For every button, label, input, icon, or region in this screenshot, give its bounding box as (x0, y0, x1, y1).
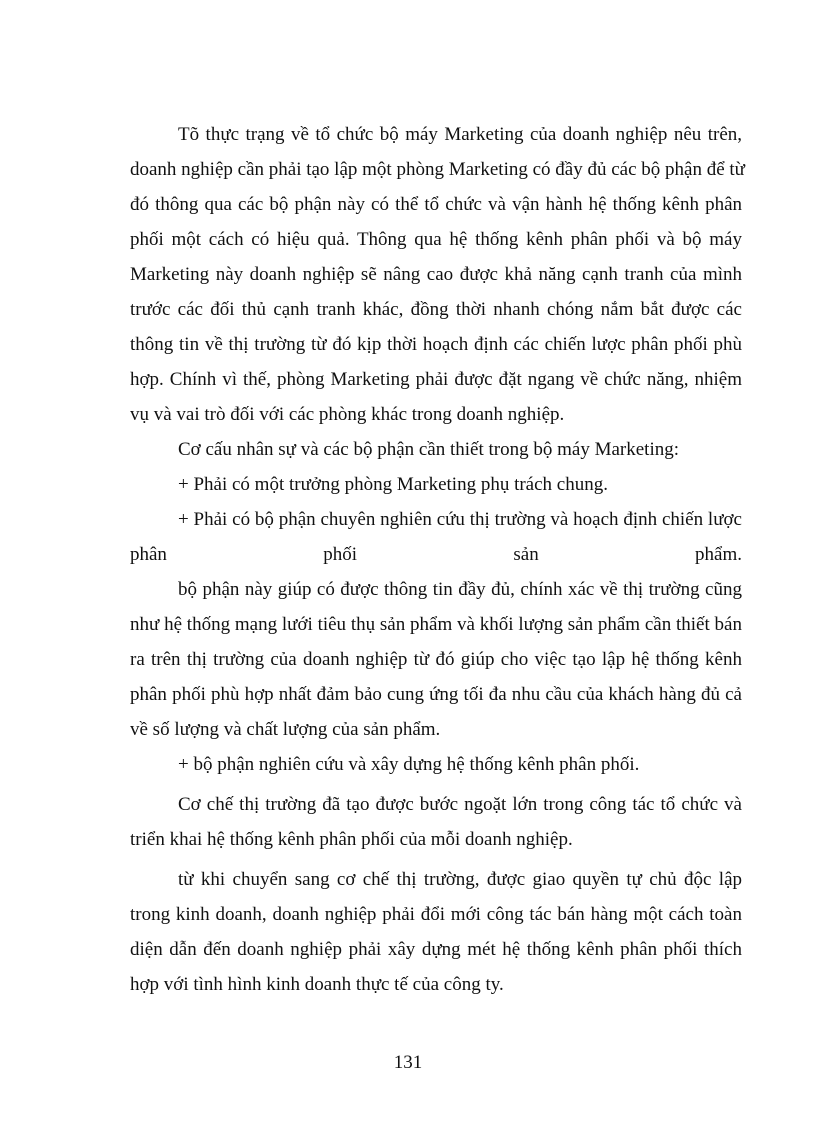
page-number: 131 (393, 1052, 423, 1073)
paragraph-8-line-4: hợp với tình hình kinh doanh thực tế của công ty. (130, 974, 504, 995)
paragraph-1-line-7: thông tin về thị trường từ đó kịp thời hoạch định các chiến lược phân phối phù (130, 334, 742, 355)
paragraph-1-line-8: hợp. Chính vì thế, phòng Marketing phải được đặt ngang về chức năng, nhiệm (130, 369, 742, 390)
paragraph-3-line-1: + Phải có một trưởng phòng Marketing phụ trách chung. (178, 474, 608, 495)
paragraph-7-line-2: triển khai hệ thống kênh phân phối của mỗi doanh nghiệp. (130, 829, 573, 850)
paragraph-2-line-1: Cơ cấu nhân sự và các bộ phận cần thiết trong bộ máy Marketing: (178, 439, 680, 460)
paragraph-6-line-1: + bộ phận nghiên cứu và xây dựng hệ thống kênh phân phối. (178, 754, 640, 775)
paragraph-1-line-4: phối một cách có hiệu quả. Thông qua hệ thống kênh phân phối và bộ máy (130, 229, 742, 250)
paragraph-5-line-4: phân phối phù hợp nhất đảm bảo cung ứng tối đa nhu cầu của khách hàng đủ cả (130, 684, 742, 705)
paragraph-1-line-9: vụ và vai trò đối với các phòng khác trong doanh nghiệp. (130, 404, 565, 425)
paragraph-5-line-2: như hệ thống mạng lưới tiêu thụ sản phẩm và khối lượng sản phẩm cần thiết bán (130, 614, 742, 635)
paragraph-4-line-2: phân phối sản phẩm. (130, 544, 742, 565)
paragraph-5-line-5: về số lượng và chất lượng của sản phẩm. (130, 719, 441, 740)
paragraph-1-line-2: doanh nghiệp cần phải tạo lập một phòng Marketing có đầy đủ các bộ phận để từ (130, 159, 745, 180)
paragraph-5-line-3: ra trên thị trường của doanh nghiệp từ đó giúp cho việc tạo lập hệ thống kênh (130, 649, 742, 670)
body-text (130, 117, 745, 1002)
paragraph-1-line-1: Tõ thực trạng về tổ chức bộ máy Marketing của doanh nghiệp nêu trên, (178, 124, 742, 145)
paragraph-8-line-1: từ khi chuyển sang cơ chế thị trường, được giao quyền tự chủ độc lập (178, 869, 742, 890)
paragraph-5-line-1: bộ phận này giúp có được thông tin đầy đủ, chính xác về thị trường cũng (178, 579, 742, 600)
paragraph-1-line-3: đó thông qua các bộ phận này có thể tổ chức và vận hành hệ thống kênh phân (130, 194, 742, 215)
paragraph-1-line-5: Marketing này doanh nghiệp sẽ nâng cao được khả năng cạnh tranh của mình (130, 264, 742, 285)
paragraph-4-line-1: + Phải có bộ phận chuyên nghiên cứu thị trường và hoạch định chiến lược (178, 509, 742, 530)
paragraph-8-line-3: diện dẫn đến doanh nghiệp phải xây dựng mét hệ thống kênh phân phối thích (130, 939, 742, 960)
paragraph-7-line-1: Cơ chế thị trường đã tạo được bước ngoặt lớn trong công tác tổ chức và (178, 794, 742, 815)
paragraph-8-line-2: trong kinh doanh, doanh nghiệp phải đổi mới công tác bán hàng một cách toàn (130, 904, 742, 925)
paragraph-1-line-6: trước các đối thủ cạnh tranh khác, đồng thời nhanh chóng nắm bắt được các (130, 299, 742, 320)
